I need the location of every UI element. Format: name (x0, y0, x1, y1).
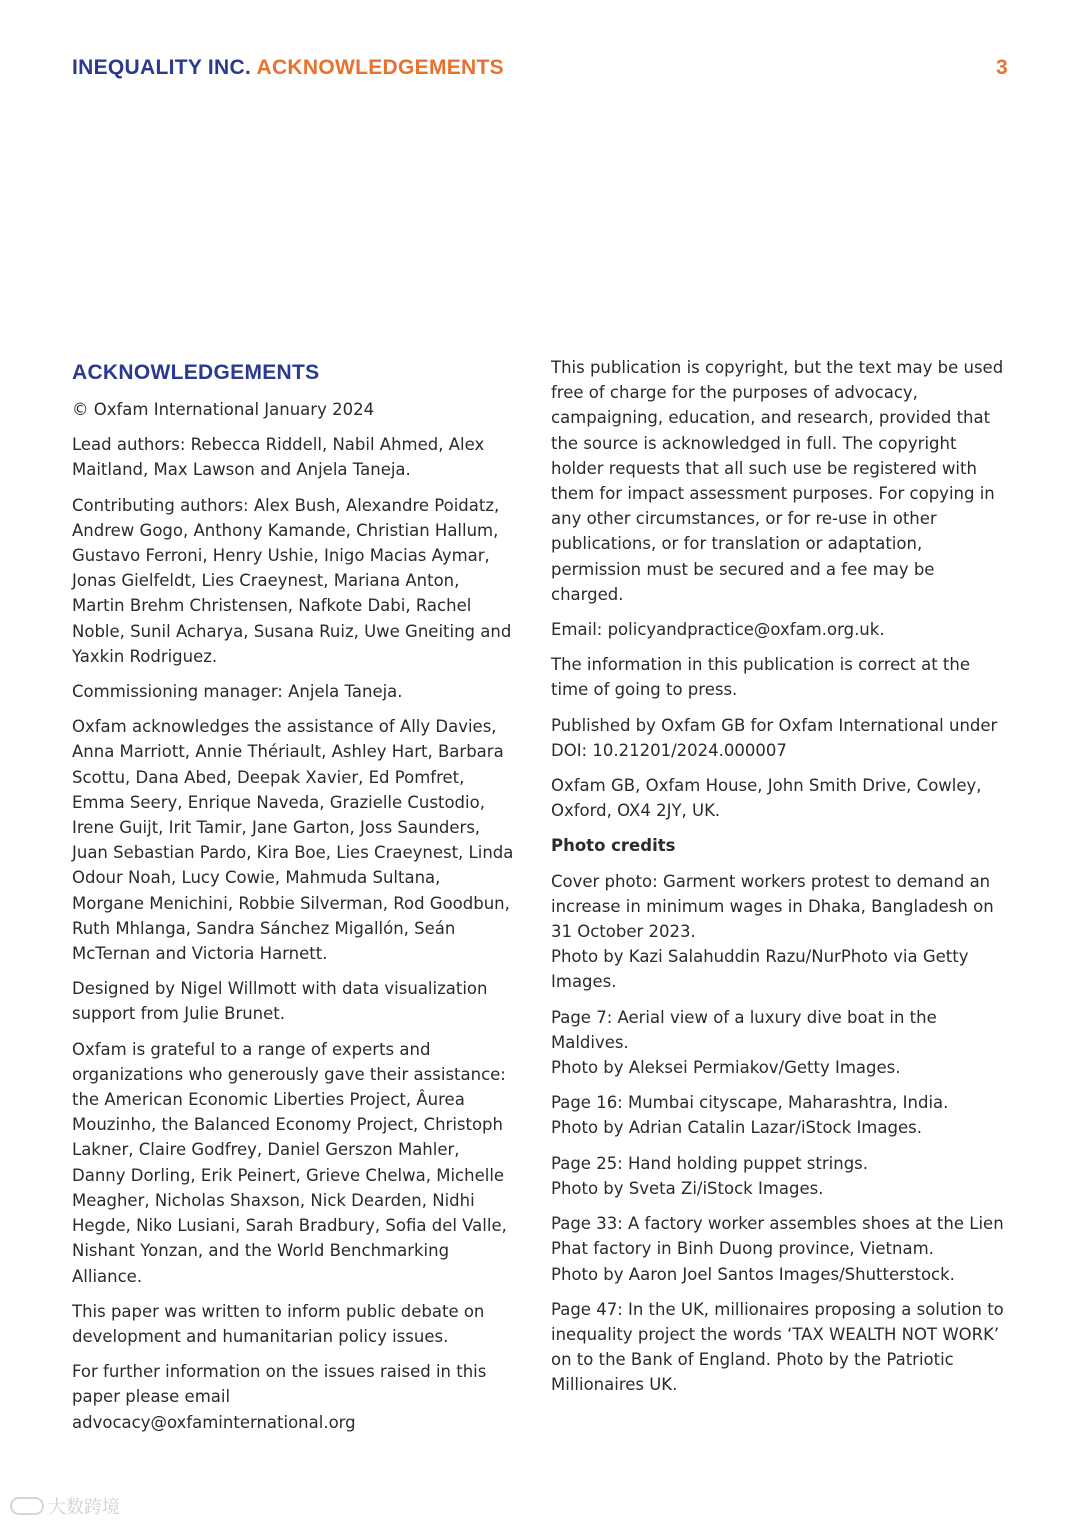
address-line-1: Oxfam GB, Oxfam House, John Smith Drive, Cowley, (551, 776, 982, 796)
contact-email: Email: policyandpractice@oxfam.org.uk. (551, 620, 885, 640)
designer-credit: Designed by Nigel Willmott with data visualization support from Julie Brunet. (72, 979, 488, 1024)
page-number: 3 (996, 56, 1008, 79)
watermark-logo-icon (10, 1497, 44, 1515)
credit-caption: Page 7: Aerial view of a luxury dive boat in the Maldives. (551, 1007, 937, 1052)
watermark-text: 大数跨境 (48, 1497, 120, 1518)
doi: DOI: 10.21201/2024.000007 (551, 740, 787, 760)
credit-caption: Page 47: In the UK, millionaires proposing a solution to inequality project the words ‘TAX WEALTH NOT WORK’ on to the Bank of England. (551, 1299, 1004, 1370)
credit-photographer: Photo by Kazi Salahuddin Razu/NurPhoto via Getty Images. (551, 947, 969, 992)
credit-caption: Cover photo: Garment workers protest to demand an increase in minimum wages in Dhaka, Bangladesh on 31 October 2023. (551, 871, 994, 942)
address-line-2: Oxford, OX4 2JY, UK. (551, 801, 721, 821)
right-column (551, 355, 1011, 1408)
commissioning-manager: Commissioning manager: Anjela Taneja. (72, 682, 403, 702)
photo-credit (551, 1151, 1011, 1201)
publisher-info (551, 713, 1011, 763)
section-title: ACKNOWLEDGEMENTS (256, 56, 504, 79)
photo-credit (551, 1211, 1011, 1287)
assistance-list: Oxfam acknowledges the assistance of Ally Davies, Anna Marriott, Annie Thériault, Ashley Hart, Barbara Scottu, Dana Abed, Deepak Xavier, Ed Pomfret, Emma Seery, Enrique Naveda, Grazielle Custodio, Irene Guijt, Irit Tamir, Jane Garton, Joss Saunders, Juan Sebastian Pardo, Kira Boe, Lies Craeynest, Linda Odour Noah, Lucy Cowie, Mahmuda Sultana, Morgane Menichini, Robbie Silverman, Rod Goodbun, Ruth Mhlanga, Sandra Sánchez Migallón, Seán McTernan and Victoria Harnett. (72, 717, 514, 964)
copyright-line: © Oxfam International January 2024 (72, 400, 375, 419)
photo-credit (551, 1005, 1011, 1081)
experts-list: Oxfam is grateful to a range of experts and organizations who generously gave their assistance: the American Economic Liberties Project, Âurea Mouzinho, the Balanced Economy Project, Christoph Lakner, Claire Godfrey, Daniel Gerszon Mahler, Danny Dorling, Erik Peinert, Grieve Chelwa, Michelle Meagher, Nicholas Shaxson, Nick Dearden, Nidhi Hegde, Niko Lusiani, Sarah Bradbury, Sofia del Valle, Nishant Yonzan, and the World Benchmarking Alliance. (72, 1039, 507, 1286)
credit-caption: Page 25: Hand holding puppet strings. (551, 1153, 869, 1173)
published-by: Published by Oxfam GB for Oxfam International under (551, 715, 998, 735)
copyright-notice: This publication is copyright, but the text may be used free of charge for the purposes of advocacy, campaigning, education, and research, provided that the source is acknowledged in full. The copyright holder requests that all such use be registered with them for impact assessment purposes. For copying in any other circumstances, or for re-use in other publications, or for translation or adaptation, permission must be secured and a fee may be charged. (551, 358, 1004, 604)
credit-photographer: Photo by Aleksei Permiakov/Getty Images. (551, 1058, 901, 1078)
contributing-authors: Contributing authors: Alex Bush, Alexandre Poidatz, Andrew Gogo, Anthony Kamande, Christian Hallum, Gustavo Ferroni, Henry Ushie, Inigo Macias Aymar, Jonas Gielfeldt, Lies Craeynest, Mariana Anton, Martin Brehm Christensen, Nafkote Dabi, Rachel Noble, Sunil Acharya, Susana Ruiz, Uwe Gneiting and Yaxkin Rodriguez. (72, 495, 512, 666)
photo-credit (551, 1297, 1011, 1398)
watermark (10, 1493, 120, 1519)
address (551, 773, 1011, 823)
credit-photographer: Photo by the Patriotic Millionaires UK. (551, 1350, 954, 1395)
further-info: For further information on the issues raised in this paper please email advocacy@oxfaminternational.org (72, 1362, 487, 1432)
photo-credits-heading: Photo credits (551, 836, 676, 856)
left-column (72, 355, 517, 1445)
paper-purpose: This paper was written to inform public debate on development and humanitarian policy issues. (72, 1301, 485, 1346)
credit-photographer: Photo by Aaron Joel Santos Images/Shutterstock. (551, 1264, 955, 1284)
credit-photographer: Photo by Adrian Catalin Lazar/iStock Images. (551, 1118, 922, 1138)
page-header (72, 56, 1008, 84)
report-title: INEQUALITY INC. (72, 56, 252, 79)
photo-credit (551, 1090, 1011, 1140)
photo-credit (551, 869, 1011, 995)
credit-caption: Page 16: Mumbai cityscape, Maharashtra, India. (551, 1093, 949, 1113)
acknowledgements-heading: ACKNOWLEDGEMENTS (72, 361, 320, 384)
credit-caption: Page 33: A factory worker assembles shoes at the Lien Phat factory in Binh Duong province, Vietnam. (551, 1214, 1004, 1259)
lead-authors: Lead authors: Rebecca Riddell, Nabil Ahmed, Alex Maitland, Max Lawson and Anjela Taneja. (72, 435, 485, 480)
credit-photographer: Photo by Sveta Zi/iStock Images. (551, 1178, 824, 1198)
accuracy-note: The information in this publication is correct at the time of going to press. (551, 655, 971, 700)
